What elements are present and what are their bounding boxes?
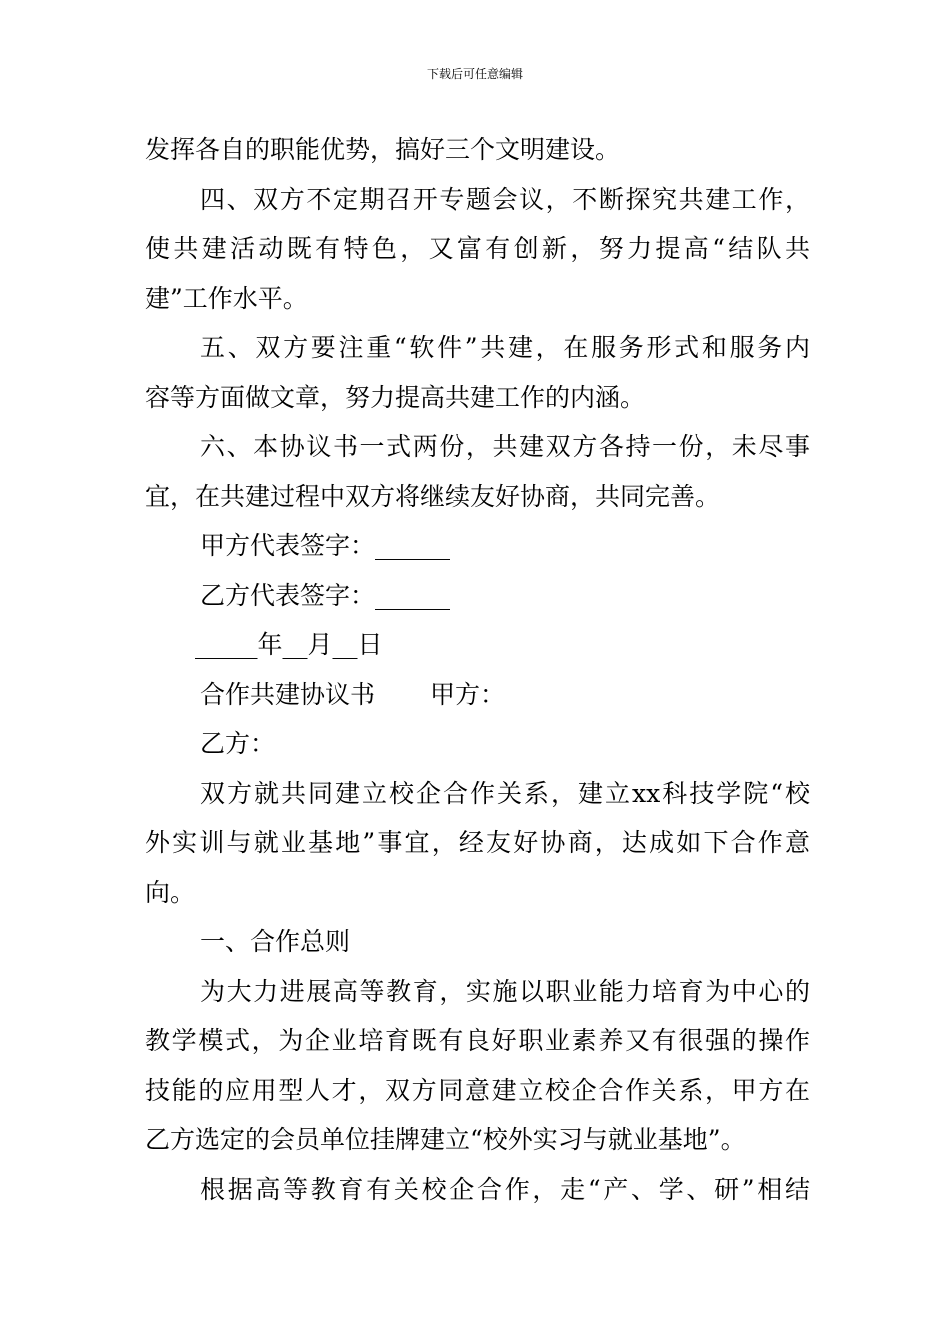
signature-line-party-b: 乙方代表签字：______ [200,580,451,610]
text-line: 根据高等教育有关校企合作，走“产、学、研”相结 [200,1174,810,1204]
page-header: 下载后可任意编辑 [426,67,523,81]
text-line: 宜，在共建过程中双方将继续友好协商，共同完善。 [145,481,721,511]
text-line: 技能的应用型人才，双方同意建立校企合作关系，甲方在 [145,1075,810,1105]
text-line: 教学模式，为企业培育既有良好职业素养又有很强的操作 [145,1026,810,1055]
text-line: 四、双方不定期召开专题会议，不断探究共建工作， [200,184,810,214]
text-line: 向。 [145,877,196,907]
party-b-label: 乙方： [200,729,276,758]
text-line: 为大力进展高等教育，实施以职业能力培育为中心的 [200,976,810,1006]
text-line: 六、本协议书一式两份，共建双方各持一份，未尽事 [200,432,810,461]
text-line: 双方就共同建立校企合作关系，建立xx科技学院“校 [200,778,810,808]
text-line: 乙方选定的会员单位挂牌建立“校外实习与就业基地”。 [145,1125,746,1154]
text-line: 建”工作水平。 [145,283,308,313]
section-heading: 一、合作总则 [200,927,351,956]
text-line: 五、双方要注重“软件”共建，在服务形式和服务内 [200,333,810,362]
party-a-label: 甲方： [430,679,506,709]
agreement-title: 合作共建协议书 [200,679,376,709]
date-line: _____年__月__日 [195,630,383,659]
text-line: 容等方面做文章，努力提高共建工作的内涵。 [145,382,646,412]
text-line: 外实训与就业基地”事宜，经友好协商，达成如下合作意 [145,828,810,857]
agreement-title-line [145,670,810,720]
text-line: 发挥各自的职能优势，搞好三个文明建设。 [145,135,621,164]
text-line: 使共建活动既有特色，又富有创新，努力提高“结队共 [145,234,810,263]
signature-line-party-a: 甲方代表签字：______ [200,531,451,560]
document-body [145,125,810,1214]
